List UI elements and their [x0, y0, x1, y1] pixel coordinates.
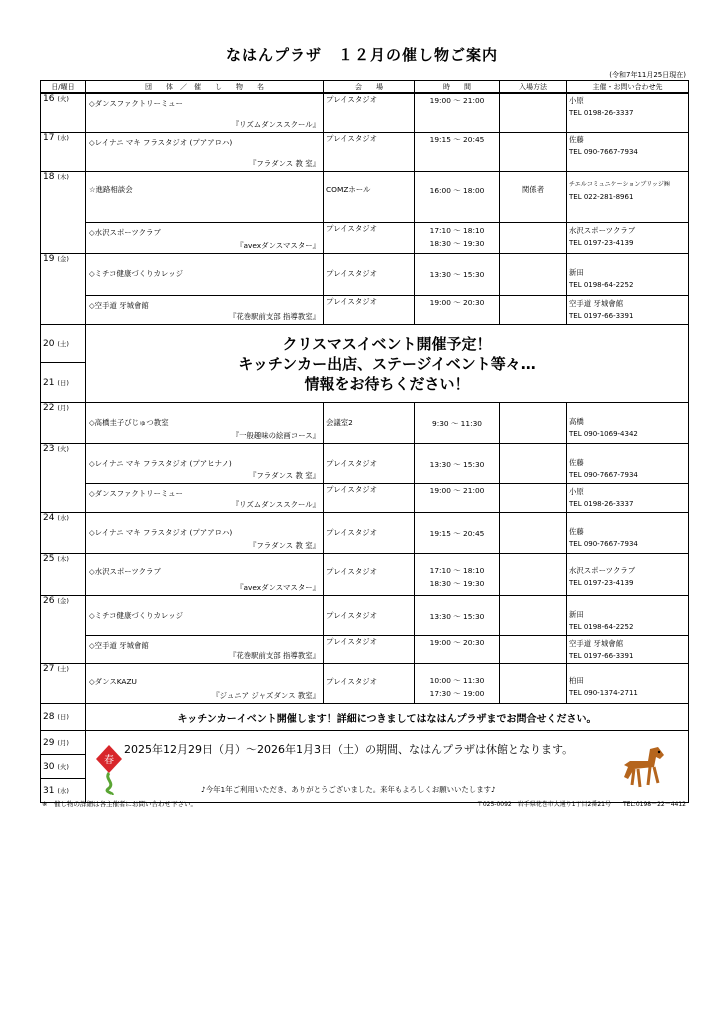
day-number: 24 — [43, 513, 55, 523]
time-range: 13:30 ～ 15:30 — [429, 612, 485, 621]
contact-name: 空手道 牙城會館 — [569, 639, 624, 648]
time-range: 13:30 ～ 15:30 — [429, 270, 485, 279]
day-number: 28 — [43, 712, 55, 722]
kitchen-car-notice: キッチンカーイベント開催します！詳細につきましてはなはんプラザまでお問合せください。 — [86, 704, 689, 731]
time-cell — [415, 513, 500, 554]
event-name: ◇ミチコ健康づくりカレッジ — [89, 611, 184, 620]
day-cell — [41, 554, 86, 596]
table-row — [41, 223, 689, 254]
event-cell — [86, 403, 324, 444]
event-subtitle: 『リズムダンススクール』 — [231, 120, 320, 129]
table-row — [41, 172, 689, 223]
time-range: 13:30 ～ 15:30 — [429, 460, 485, 469]
day-of-week: (水) — [57, 786, 69, 795]
table-row — [41, 731, 689, 755]
entry-cell — [500, 133, 567, 172]
contact-name: 小原 — [569, 96, 584, 105]
event-name: ◇ミチコ健康づくりカレッジ — [89, 269, 184, 278]
entry-cell — [500, 484, 567, 513]
table-row — [41, 596, 689, 636]
contact-cell — [567, 296, 689, 325]
contact-cell — [567, 403, 689, 444]
contact-tel: TEL 0197-23-4139 — [569, 579, 634, 587]
horse-illustration — [620, 745, 666, 795]
day-of-week: (木) — [57, 555, 69, 563]
event-name: ◇水沢スポーツクラブ — [89, 228, 161, 237]
day-of-week: (土) — [57, 665, 69, 673]
event-cell — [86, 93, 324, 133]
time-cell — [415, 296, 500, 325]
day-cell — [41, 596, 86, 664]
christmas-line: クリスマスイベント開催予定！ — [282, 334, 492, 353]
day-cell — [41, 172, 86, 254]
event-cell — [86, 296, 324, 325]
entry-cell — [500, 93, 567, 133]
contact-tel: TEL 090-1069-4342 — [569, 430, 638, 438]
day-of-week: (火) — [57, 95, 69, 103]
table-row — [41, 554, 689, 596]
table-row — [41, 254, 689, 296]
day-cell — [41, 403, 86, 444]
time-range: 19:00 ～ 20:30 — [429, 638, 485, 647]
day-number: 16 — [43, 94, 55, 104]
table-row — [41, 133, 689, 172]
time-range: 19:15 ～ 20:45 — [429, 529, 485, 538]
day-of-week: (土) — [57, 339, 69, 348]
venue-cell: プレイスタジオ — [324, 223, 415, 254]
time-range: 17:10 ～ 18:10 — [429, 566, 485, 575]
holiday-closure-notice — [86, 731, 689, 803]
contact-name: 小原 — [569, 487, 584, 496]
day-number: 20 — [43, 338, 55, 349]
day-cell — [41, 704, 86, 731]
event-cell — [86, 484, 324, 513]
day-number: 18 — [43, 172, 55, 182]
contact-tel: TEL 090-1374-2711 — [569, 689, 638, 697]
event-subtitle: 『フラダンス 教 室』 — [249, 159, 320, 168]
time-range: 19:00 ～ 21:00 — [429, 486, 485, 495]
table-row — [41, 704, 689, 731]
time-cell — [415, 403, 500, 444]
footer-note: ※ 催し物の詳細は各主催者にお問い合わせ下さい。 — [42, 800, 197, 808]
day-cell — [41, 133, 86, 172]
venue-cell: プレイスタジオ — [324, 93, 415, 133]
time-cell — [415, 636, 500, 664]
venue-cell: プレイスタジオ — [324, 636, 415, 664]
event-cell — [86, 513, 324, 554]
time-cell — [415, 484, 500, 513]
day-of-week: (火) — [57, 445, 69, 453]
event-cell — [86, 254, 324, 296]
entry-cell — [500, 513, 567, 554]
event-name: ◇レイナニ マキ フラスタジオ (プアヒナノ) — [89, 459, 232, 468]
day-number: 23 — [43, 444, 55, 454]
contact-cell — [567, 484, 689, 513]
venue-cell: 会議室2 — [324, 403, 415, 444]
time-range: 16:00 ～ 18:00 — [429, 186, 485, 195]
time-cell — [415, 172, 500, 223]
contact-cell — [567, 172, 689, 223]
event-cell — [86, 664, 324, 704]
time-range: 17:10 ～ 18:10 — [429, 226, 485, 235]
table-row — [41, 484, 689, 513]
time-range: 9:30 ～ 11:30 — [432, 419, 482, 428]
time-range: 19:15 ～ 20:45 — [429, 135, 485, 144]
event-subtitle: 『フラダンス 教 室』 — [249, 471, 320, 480]
event-subtitle: 『一般趣味の絵画コース』 — [231, 431, 320, 440]
time-cell — [415, 93, 500, 133]
as-of-date: (令和7年11月25日現在) — [609, 71, 686, 79]
header-event: 団 体 ／ 催 し 物 名 — [86, 81, 324, 94]
day-cell — [41, 444, 86, 513]
venue-cell: プレイスタジオ — [324, 513, 415, 554]
table-row — [41, 513, 689, 554]
contact-tel: TEL 090-7667-7934 — [569, 540, 638, 548]
contact-tel: TEL 090-7667-7934 — [569, 148, 638, 156]
time-cell — [415, 254, 500, 296]
table-row — [41, 93, 689, 133]
venue-cell: プレイスタジオ — [324, 554, 415, 596]
contact-cell — [567, 93, 689, 133]
event-name: ◇高橋圭子びじゅつ教室 — [89, 418, 169, 427]
day-number: 25 — [43, 554, 55, 564]
event-name: ◇ダンスファクトリーミュー — [89, 489, 183, 498]
time-cell — [415, 444, 500, 484]
day-number: 21 — [43, 377, 55, 388]
time-cell — [415, 596, 500, 636]
day-number: 17 — [43, 133, 55, 143]
day-of-week: (月) — [57, 404, 69, 412]
day-number: 22 — [43, 403, 55, 413]
venue-cell: プレイスタジオ — [324, 664, 415, 704]
christmas-line: 情報をお待ちください！ — [304, 374, 470, 393]
contact-cell — [567, 664, 689, 704]
table-row — [41, 636, 689, 664]
event-subtitle: 『花巻駅前支部 指導教室』 — [228, 651, 320, 660]
header-venue: 会 場 — [324, 81, 415, 94]
venue-cell: プレイスタジオ — [324, 484, 415, 513]
event-cell — [86, 172, 324, 223]
time-range: 19:00 ～ 21:00 — [429, 96, 485, 105]
contact-name: 佐藤 — [569, 527, 584, 536]
day-number: 27 — [43, 664, 55, 674]
day-number: 26 — [43, 596, 55, 606]
event-name: ◇空手道 牙城會館 — [89, 641, 149, 650]
contact-name: 新田 — [569, 268, 584, 277]
contact-tel: TEL 022-281-8961 — [569, 193, 634, 201]
header-row — [41, 81, 689, 94]
day-cell — [41, 254, 86, 325]
entry-cell — [500, 403, 567, 444]
contact-cell — [567, 513, 689, 554]
header-contact: 主催・お問い合わせ先 — [567, 81, 689, 94]
venue-cell: COMZホール — [324, 172, 415, 223]
day-cell — [41, 755, 86, 779]
event-cell — [86, 596, 324, 636]
contact-name: 空手道 牙城會館 — [569, 299, 624, 308]
entry-cell — [500, 254, 567, 296]
event-subtitle: 『ジュニア ジャズダンス 教室』 — [212, 691, 320, 700]
contact-cell — [567, 133, 689, 172]
event-subtitle: 『フラダンス 教 室』 — [249, 541, 320, 550]
entry-cell — [500, 664, 567, 704]
kite-label: 春 — [104, 755, 114, 766]
day-of-week: (水) — [57, 514, 69, 522]
closure-message: 2025年12月29日（月）～2026年1月3日（土）の期間、なはんプラザは休館となります。 — [124, 743, 574, 756]
contact-name: チエルコミュニケーションブリッジ㈱ — [569, 181, 670, 188]
day-of-week: (金) — [57, 597, 69, 605]
entry-cell — [500, 296, 567, 325]
day-of-week: (日) — [57, 713, 69, 721]
day-cell — [41, 513, 86, 554]
contact-tel: TEL 0198-64-2252 — [569, 623, 634, 631]
contact-cell — [567, 223, 689, 254]
contact-name: 佐藤 — [569, 135, 584, 144]
contact-name: 佐藤 — [569, 458, 584, 467]
day-cell — [41, 93, 86, 133]
event-subtitle: 『花巻駅前支部 指導教室』 — [228, 312, 320, 321]
contact-name: 柏田 — [569, 676, 584, 685]
day-number: 30 — [43, 761, 55, 772]
contact-cell — [567, 444, 689, 484]
contact-tel: TEL 0197-66-3391 — [569, 312, 634, 320]
contact-tel: TEL 0198-26-3337 — [569, 500, 634, 508]
contact-tel: TEL 0197-66-3391 — [569, 652, 634, 660]
contact-tel: TEL 0198-26-3337 — [569, 109, 634, 117]
day-of-week: (日) — [57, 378, 69, 387]
thanks-message: ♪今年1年ご利用いただき、ありがとうございました。来年もよろしくお願いいたします♪ — [201, 785, 496, 794]
christmas-line: キッチンカー出店、ステージイベント等々… — [238, 354, 536, 373]
entry-cell — [500, 444, 567, 484]
footer-address: 〒025-0092 岩手県花巻市大通り1丁目2番21号 TEL:0198－22－4412 — [476, 801, 686, 808]
table-row — [41, 664, 689, 704]
entry-cell: 関係者 — [500, 172, 567, 223]
event-name: ◇水沢スポーツクラブ — [89, 567, 161, 576]
header-entry: 入場方法 — [500, 81, 567, 94]
entry-cell — [500, 554, 567, 596]
entry-cell — [500, 636, 567, 664]
kite-illustration — [94, 743, 124, 797]
venue-cell: プレイスタジオ — [324, 444, 415, 484]
event-subtitle: 『avexダンスマスター』 — [236, 241, 320, 250]
venue-cell: プレイスタジオ — [324, 596, 415, 636]
header-date: 日/曜日 — [41, 81, 86, 94]
time-range: 17:30 ～ 19:00 — [429, 689, 485, 698]
contact-tel: TEL 090-7667-7934 — [569, 471, 638, 479]
day-cell — [41, 731, 86, 755]
venue-cell: プレイスタジオ — [324, 296, 415, 325]
contact-cell — [567, 554, 689, 596]
day-cell — [41, 325, 86, 363]
event-cell — [86, 223, 324, 254]
time-range: 10:00 ～ 11:30 — [429, 676, 485, 685]
event-name: ☆進路相談会 — [89, 185, 133, 194]
event-cell — [86, 636, 324, 664]
time-cell — [415, 133, 500, 172]
day-of-week: (火) — [57, 762, 69, 771]
time-range: 19:00 ～ 20:30 — [429, 298, 485, 307]
event-subtitle: 『avexダンスマスター』 — [236, 583, 320, 592]
day-cell — [41, 664, 86, 704]
contact-name: 水沢スポーツクラブ — [569, 226, 636, 235]
time-cell — [415, 664, 500, 704]
event-name: ◇ダンスファクトリーミュー — [89, 99, 183, 108]
event-name: ◇ダンスKAZU — [89, 677, 137, 686]
event-subtitle: 『リズムダンススクール』 — [231, 500, 320, 509]
time-range: 18:30 ～ 19:30 — [429, 579, 485, 588]
contact-cell — [567, 254, 689, 296]
christmas-event-notice — [86, 325, 689, 403]
day-number: 31 — [43, 785, 55, 796]
event-name: ◇レイナニ マキ フラスタジオ (プアアロハ) — [89, 138, 233, 147]
contact-cell — [567, 596, 689, 636]
day-number: 29 — [43, 737, 55, 748]
table-row — [41, 296, 689, 325]
schedule-table — [40, 80, 689, 803]
day-cell — [41, 363, 86, 403]
time-cell — [415, 223, 500, 254]
entry-cell — [500, 223, 567, 254]
page-title: なはんプラザ １２月の催し物ご案内 — [225, 46, 498, 64]
day-of-week: (木) — [57, 173, 69, 181]
venue-cell: プレイスタジオ — [324, 254, 415, 296]
event-name: ◇空手道 牙城會館 — [89, 301, 149, 310]
time-range: 18:30 ～ 19:30 — [429, 239, 485, 248]
entry-cell — [500, 596, 567, 636]
table-row — [41, 325, 689, 363]
event-cell — [86, 133, 324, 172]
table-row — [41, 444, 689, 484]
event-cell — [86, 444, 324, 484]
contact-tel: TEL 0198-64-2252 — [569, 281, 634, 289]
kite-icon — [94, 743, 124, 795]
event-cell — [86, 554, 324, 596]
contact-tel: TEL 0197-23-4139 — [569, 239, 634, 247]
table-row — [41, 403, 689, 444]
horse-icon — [620, 745, 666, 793]
event-name: ◇レイナニ マキ フラスタジオ (プアアロハ) — [89, 528, 233, 537]
contact-cell — [567, 636, 689, 664]
venue-cell: プレイスタジオ — [324, 133, 415, 172]
time-cell — [415, 554, 500, 596]
contact-name: 水沢スポーツクラブ — [569, 566, 636, 575]
day-of-week: (月) — [57, 738, 69, 747]
header-time: 時 間 — [415, 81, 500, 94]
day-number: 19 — [43, 254, 55, 264]
day-of-week: (水) — [57, 134, 69, 142]
contact-name: 高橋 — [569, 417, 584, 426]
day-of-week: (金) — [57, 255, 69, 263]
contact-name: 新田 — [569, 610, 584, 619]
